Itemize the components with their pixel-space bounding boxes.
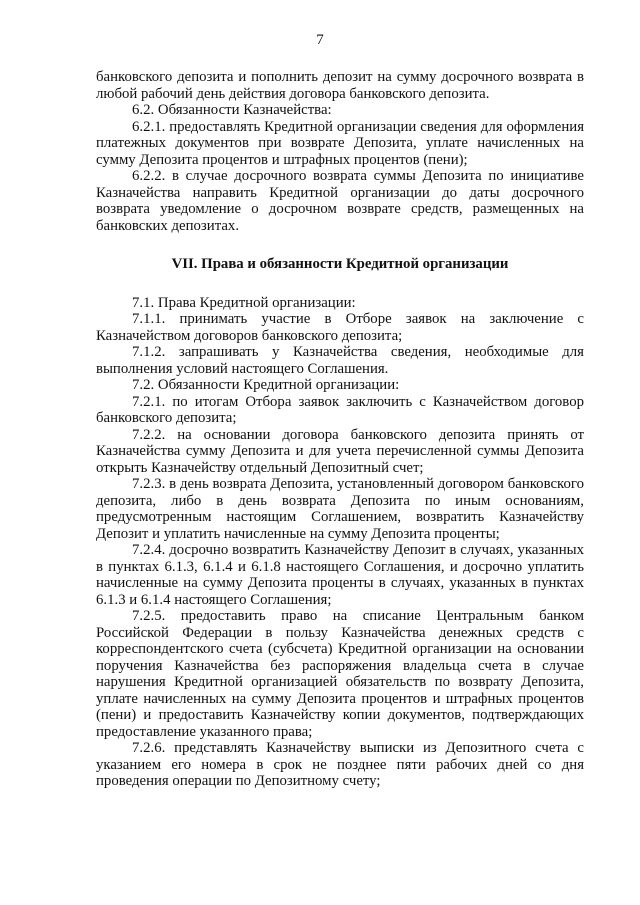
document-body: [96, 69, 584, 790]
paragraph-7-1: 7.1. Права Кредитной организации:: [132, 294, 356, 311]
paragraph-7-1-1: 7.1.1. принимать участие в Отборе заявок на заключение с Казначейством договоров банковского депозита;: [96, 311, 584, 344]
paragraph-6-2: 6.2. Обязанности Казначейства:: [132, 102, 332, 118]
paragraph-7-1-2: 7.1.2. запрашивать у Казначейства сведения, необходимые для выполнения условий настоящего Соглашения.: [96, 344, 584, 377]
paragraph-6-2-2: 6.2.2. в случае досрочного возврата суммы Депозита по инициативе Казначейства направить Кредитной организации до даты досрочного возврата уведомление о досрочном возврате средств, размещенных на банковских депозитах.: [96, 168, 584, 234]
paragraph-7-2: 7.2. Обязанности Кредитной организации:: [132, 377, 400, 393]
paragraph-7-2-3: 7.2.3. в день возврата Депозита, установленный договором банковского депозита, либо в день возврата Депозита по иным основаниям, предусмотренным настоящим Соглашением, возвратить Казначейству Депозит и уплатить начисленные на сумму Депозита проценты;: [96, 476, 584, 542]
paragraph-7-2-6: 7.2.6. представлять Казначейству выписки из Депозитного счета с указанием его номера в срок не позднее пяти рабочих дней со дня проведения операции по Депозитному счету;: [96, 740, 584, 789]
page-number: 7: [316, 32, 324, 48]
paragraph-7-2-2: 7.2.2. на основании договора банковского депозита принять от Казначейства сумму Депозита и для учета перечисленной суммы Депозита открыть Казначейству отдельный Депозитный счет;: [96, 426, 584, 476]
paragraph-7-2-5: 7.2.5. предоставить право на списание Центральным банком Российской Федерации в пользу Казначейства денежных средств с корреспондентского счета (субсчета) Кредитной организации на основании поручения Казначейства без распоряжения владельца счета в случае нарушения Кредитной организацией обязательств по возврату Депозита, уплате начисленных на сумму Депозита процентов и штрафных процентов (пени) и предоставить Казначейству копии документов, подтверждающих предоставление указанного права;: [96, 608, 584, 740]
paragraph-7-2-1: 7.2.1. по итогам Отбора заявок заключить с Казначейством договор банковского депозита;: [96, 393, 584, 426]
paragraph-7-2-4: 7.2.4. досрочно возвратить Казначейству Депозит в случаях, указанных в пунктах 6.1.3, 6.1.4 и 6.1.8 настоящего Соглашения, и досрочно уплатить начисленные на сумму Депозита проценты в случаях, указанных в пунктах 6.1.3 и 6.1.4 настоящего Соглашения;: [96, 542, 584, 608]
paragraph-6-1-tail: банковского депозита и пополнить депозит на сумму досрочного возврата в любой рабочий день действия договора банковского депозита.: [96, 69, 584, 102]
section-7-heading: VII. Права и обязанности Кредитной организации: [171, 256, 509, 272]
paragraph-6-2-1: 6.2.1. предоставлять Кредитной организации сведения для оформления платежных документов при возврате Депозита, уплате начисленных на сумму Депозита процентов и штрафных процентов (пени);: [96, 118, 584, 168]
